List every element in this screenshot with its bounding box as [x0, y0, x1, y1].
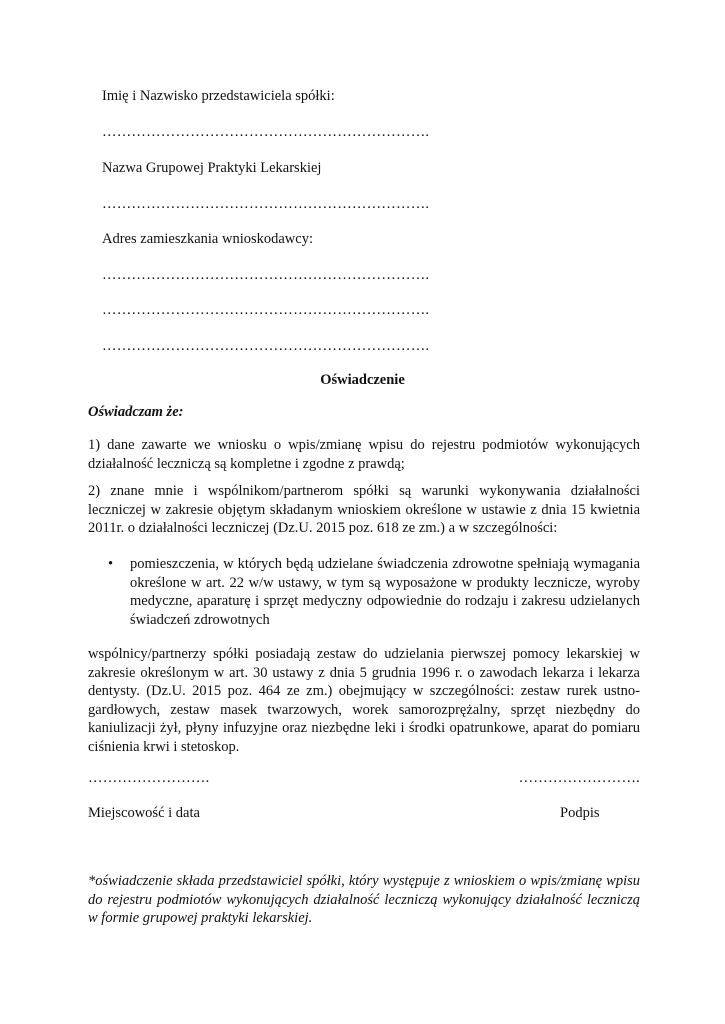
representative-name-label: Imię i Nazwisko przedstawiciela spółki: [102, 88, 335, 104]
document-heading: Oświadczenie [320, 372, 405, 388]
statement-item-1-text: 1) dane zawarte we wniosku o wpis/zmianę wpisu do rejestru podmiotów wykonujących działalność leczniczą są kompletne i zgodne z prawdą; [88, 437, 640, 472]
place-date-label: Miejscowość i data [88, 805, 200, 821]
statement-item-1 [88, 436, 640, 473]
partners-paragraph [88, 645, 640, 756]
signature-dots: ……………………. [518, 770, 640, 786]
declaration-lead: Oświadczam że: [88, 404, 184, 420]
bullet-text: pomieszczenia, w których będą udzielane świadczenia zdrowotne spełniają wymagania określone w art. 22 w/w ustawy, w tym są wyposażone w produkty lecznicze, wyroby medyczne, aparaturę i sprzęt medyczny odpowiednie do rodzaju i zakresu udzielanych świadczeń zdrowotnych [130, 556, 640, 628]
signature-label: Podpis [560, 805, 600, 821]
practice-name-dots: …………………………………………………………. [102, 196, 430, 212]
representative-name-dots: …………………………………………………………. [102, 124, 430, 140]
bullet-icon: • [108, 556, 114, 572]
bullet-item [108, 555, 640, 629]
address-dots-2: …………………………………………………………. [102, 302, 430, 318]
footnote-text: *oświadczenie składa przedstawiciel spółki, który występuje z wnioskiem o wpis/zmianę wpisu do rejestru podmiotów wykonujących działalność leczniczą wykonujący działalność leczniczą w formie grupowej praktyki lekarskiej. [88, 873, 640, 926]
partners-paragraph-text: wspólnicy/partnerzy spółki posiadają zestaw do udzielania pierwszej pomocy lekarskiej w zakresie określonym w art. 30 ustawy z dnia 5 grudnia 1996 r. o zawodach lekarza i lekarza dentysty. (Dz.U. 2015 poz. 464 ze zm.) obejmujący w szczególności: zestaw rurek ustno-gardłowych, zestaw masek twarzowych, worek samorozprężalny, sprzęt niezbędny do kaniulizacji żył, płyny infuzyjne oraz niezbędne leki i środki opatrunkowe, aparat do pomiaru ciśnienia krwi i stetoskop. [88, 646, 640, 755]
practice-name-label: Nazwa Grupowej Praktyki Lekarskiej [102, 160, 322, 176]
place-date-dots: ……………………. [88, 770, 210, 786]
address-dots-3: …………………………………………………………. [102, 338, 430, 354]
address-label: Adres zamieszkania wnioskodawcy: [102, 231, 313, 247]
address-dots-1: …………………………………………………………. [102, 267, 430, 283]
footnote [88, 872, 640, 928]
statement-item-2-text: 2) znane mnie i wspólnikom/partnerom spółki są warunki wykonywania działalności leczniczej w zakresie objętym składanym wnioskiem określone w ustawie z dnia 15 kwietnia 2011r. o działalności leczniczej (Dz.U. 2015 poz. 618 ze zm.) a w szczególności: [88, 483, 640, 536]
statement-item-2 [88, 482, 640, 538]
